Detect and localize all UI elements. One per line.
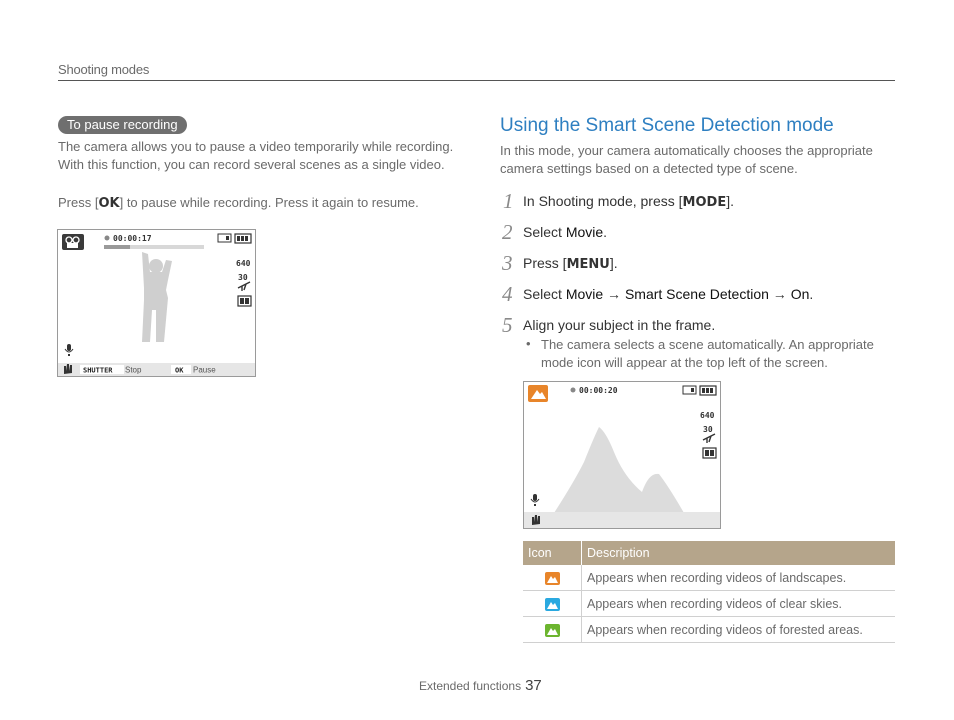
stabilizer-icon — [238, 282, 250, 291]
smart-scene-detection-option: Smart Scene Detection — [624, 286, 769, 302]
header-divider — [58, 80, 895, 81]
on-option: On — [790, 286, 810, 302]
step-3-prefix: Press [ — [523, 255, 567, 271]
person-silhouette-image — [142, 252, 172, 342]
table-cell-description: Appears when recording videos of landscapes. — [582, 565, 896, 591]
metering-icon — [238, 296, 251, 306]
recording-indicator-icon — [571, 388, 576, 393]
step-4-text — [523, 286, 813, 302]
ok-key-icon: OK — [98, 196, 120, 211]
step-1-prefix: In Shooting mode, press [ — [523, 193, 683, 209]
step-1-suffix: ]. — [726, 193, 734, 209]
recording-timer: 00:00:20 — [579, 386, 618, 395]
pause-instruction-prefix: Press [ — [58, 195, 99, 210]
bullet-text: The camera selects a scene automatically. An appropriate mode icon will appear at the top left of the screen. — [541, 337, 874, 370]
ok-key-label: OK — [175, 366, 184, 375]
shutter-action-label: Stop — [125, 365, 142, 375]
step-2-prefix: Select — [523, 224, 566, 240]
pause-instruction — [58, 194, 458, 213]
frame-rate-indicator: 30 — [703, 425, 713, 434]
recording-screen-preview — [57, 229, 256, 377]
scene-icon-table — [523, 541, 895, 643]
arrow-separator: → — [603, 286, 625, 302]
mountain-landscape-image — [554, 427, 684, 513]
step-4-prefix: Select — [523, 286, 566, 302]
step-2-suffix: . — [603, 224, 608, 240]
table-cell-description: Appears when recording videos of forested areas. — [582, 617, 896, 643]
pause-instruction-suffix: ] to pause while recording. Press it again to resume. — [119, 195, 419, 210]
step-number: 1 — [503, 189, 514, 213]
movie-menu-option: Movie — [565, 224, 604, 240]
table-row — [523, 565, 895, 591]
battery-icon — [700, 386, 716, 395]
stabilizer-icon — [703, 434, 715, 443]
recording-timer: 00:00:17 — [113, 234, 152, 243]
step-number: 4 — [502, 282, 513, 306]
ok-action-label: Pause — [193, 365, 216, 375]
microphone-icon — [531, 494, 539, 506]
footer-section-label: Extended functions — [419, 679, 522, 693]
microphone-icon — [65, 344, 73, 356]
arrow-separator: → — [768, 286, 791, 302]
resolution-indicator: 640 — [700, 411, 715, 420]
pause-description: The camera allows you to pause a video temporarily while recording. With this function, you can record several scenes as a single video. — [58, 139, 454, 172]
table-row — [523, 617, 895, 643]
recording-indicator-icon — [105, 236, 110, 241]
battery-icon — [235, 234, 251, 243]
page-number: 37 — [525, 677, 542, 694]
screen2-bottom-bar — [524, 512, 720, 528]
step-number: 3 — [502, 251, 513, 275]
menu-key-icon: MENU — [566, 257, 610, 272]
table-header-row — [523, 541, 895, 565]
metering-icon — [703, 448, 716, 458]
step-3-text — [523, 255, 618, 272]
frame-rate-indicator: 30 — [238, 273, 248, 282]
smart-scene-screen-preview — [523, 381, 721, 529]
icon-column-header: Icon — [523, 541, 582, 565]
resolution-indicator: 640 — [236, 259, 251, 268]
step-1-text — [523, 193, 734, 210]
shutter-key-label: SHUTTER — [83, 366, 113, 375]
step-4-suffix: . — [809, 286, 814, 302]
bullet-dot: • — [526, 336, 531, 351]
step-number: 2 — [502, 220, 513, 244]
section-intro: In this mode, your camera automatically chooses the appropriate camera settings based on a detected type of scene. — [500, 143, 873, 176]
description-column-header: Description — [582, 541, 896, 565]
forest-mode-icon — [545, 624, 560, 637]
step-2-text — [523, 224, 607, 240]
movie-menu-option: Movie — [565, 286, 604, 302]
clear-sky-mode-icon — [545, 598, 560, 611]
mode-key-icon: MODE — [682, 195, 727, 210]
step-3-suffix: ]. — [609, 255, 618, 271]
step-number: 5 — [502, 313, 513, 337]
section-header-label: Shooting modes — [58, 62, 150, 77]
movie-mode-icon — [62, 234, 84, 250]
section-title: Using the Smart Scene Detection mode — [500, 115, 834, 136]
table-cell-description: Appears when recording videos of clear skies. — [582, 591, 896, 617]
page-footer — [419, 677, 542, 694]
table-row — [523, 591, 895, 617]
memory-card-icon — [683, 386, 696, 394]
recording-progress-fill — [104, 245, 130, 249]
memory-card-icon — [218, 234, 231, 242]
pause-recording-pill: To pause recording — [58, 116, 187, 134]
landscape-mode-icon — [545, 572, 560, 585]
step-5-text: Align your subject in the frame. — [523, 317, 716, 333]
landscape-mode-icon — [528, 385, 548, 402]
